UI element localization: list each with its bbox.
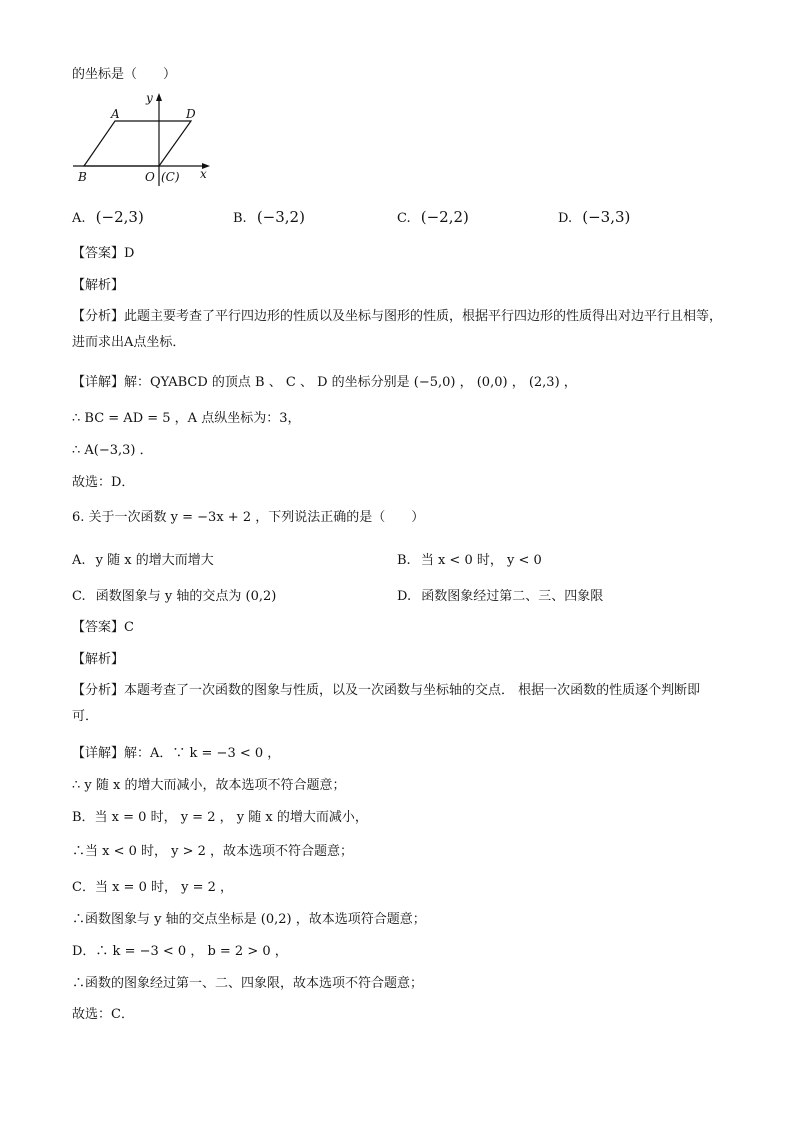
option-value: (−3,3) [582,208,631,226]
option-label: B. [233,211,247,226]
label-y: y [146,91,153,105]
option-value: (−2,2) [420,208,469,226]
label-a: A [111,107,120,121]
q5-fenxi: 【分析】此题主要考查了平行四边形的性质以及坐标与图形的性质，根据平行四边形的性质得出对边平行且相等，进而求出A点坐标． [72,309,723,350]
q5-stem-tail: 的坐标是（ ） [72,67,177,82]
option-label: B. [397,553,411,568]
parallelogram-figure [70,88,215,188]
q6-detail-line: ∴ y 随 x 的增大而减小，故本选项不符合题意； [72,778,346,793]
q6-option-d [397,588,603,606]
q6-detail-line: 【详解】解：A．∵ k = −3 < 0 ， [72,746,281,761]
q5-option-a [72,208,144,228]
q5-option-d [558,208,630,228]
q5-option-b [233,208,305,228]
option-value: (−2,3) [95,208,144,226]
q6-option-a [72,552,214,570]
y-axis-arrow [156,93,162,101]
option-label: D. [558,211,573,226]
parallelogram-abcd [84,121,191,166]
q5-option-c [397,208,469,228]
q5-detail-3: ∴ A(−3,3) ． [72,443,153,458]
q5-analysis-title: 【解析】 [72,278,125,293]
q5-detail-4: 故选：D． [72,475,135,490]
q6-analysis-title: 【解析】 [72,652,125,667]
q6-answer: 【答案】C [72,620,134,635]
label-b: B [78,170,87,184]
option-label: A. [72,553,86,568]
option-label: C. [397,211,411,226]
option-value: 函数图象经过第二、三、四象限 [421,589,604,604]
q6-detail-line: B．当 x = 0 时， y = 2 ， y 随 x 的增大而减小， [72,810,368,825]
label-o: O [145,170,155,184]
q5-detail-2: ∴ BC = AD = 5 ，A 点纵坐标为：3， [72,411,301,426]
label-c: (C) [161,170,180,184]
option-label: A. [72,211,86,226]
option-label: D. [397,589,412,604]
q5-detail-1: 【详解】解：QYABCD 的顶点 B 、 C 、 D 的坐标分别是 (−5,0) ， (0,0) ， (2,3) ， [72,375,577,390]
q6-detail-line: ∴函数图象与 y 轴的交点坐标是 (0,2) ，故本选项符合题意； [72,912,426,927]
q6-option-b [397,552,542,570]
label-x: x [200,167,207,181]
label-d: D [186,107,196,121]
q6-detail-line: C．当 x = 0 时， y = 2 ， [72,880,234,895]
q6-detail-line: ∴当 x < 0 时， y > 2 ，故本选项不符合题意； [72,844,354,859]
option-value: 函数图象与 y 轴的交点为 (0,2) [95,589,277,604]
q6-detail-line: 故选：C． [72,1007,134,1022]
option-value: 当 x < 0 时， y < 0 [420,553,542,568]
q6-stem: 6. 关于一次函数 y = −3x + 2 ，下列说法正确的是（ ） [72,510,425,525]
q5-answer: 【答案】D [72,246,135,261]
option-value: y 随 x 的增大而增大 [95,553,214,568]
q6-detail-line: D．∴ k = −3 < 0 ， b = 2 > 0 ， [72,944,288,959]
q6-option-c [72,588,276,606]
q6-detail-line: ∴函数的图象经过第一、二、四象限，故本选项不符合题意； [72,976,424,991]
q6-fenxi: 【分析】本题考查了一次函数的图象与性质，以及一次函数与坐标轴的交点． 根据一次函数的性质逐个判断即可． [72,683,701,724]
option-label: C. [72,589,86,604]
option-value: (−3,2) [256,208,305,226]
coordinate-diagram [70,88,215,188]
